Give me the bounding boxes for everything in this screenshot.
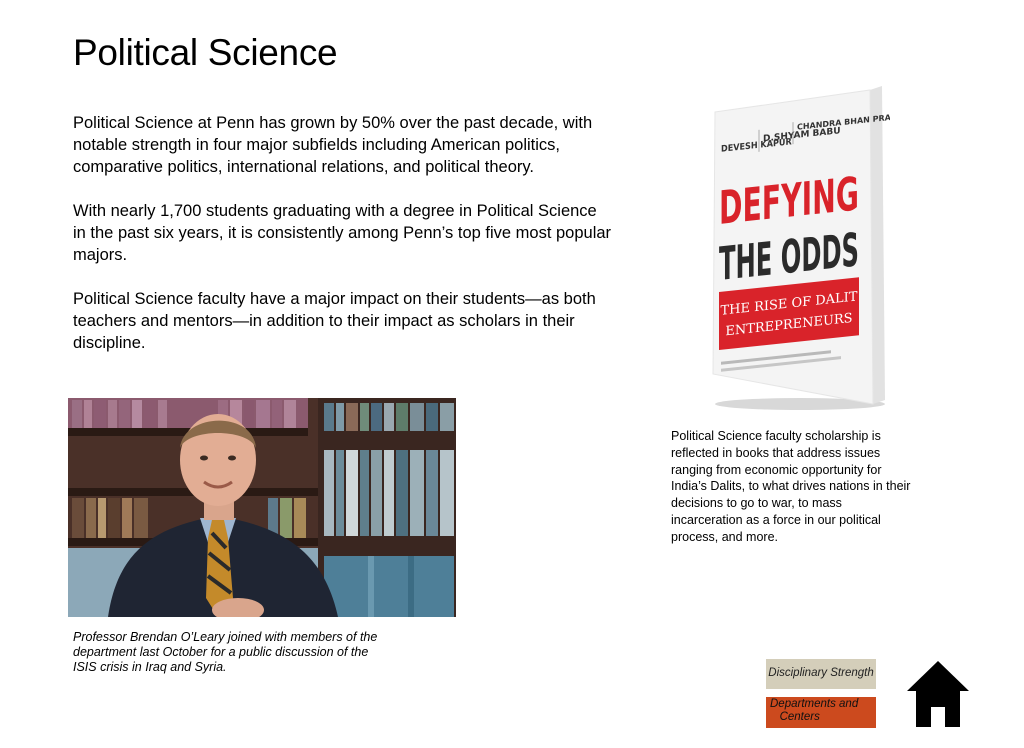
book-title-line2: THE	[719, 226, 821, 291]
home-button[interactable]	[905, 659, 971, 729]
professor-photo	[68, 398, 456, 617]
intro-paragraph: Political Science at Penn has grown by 50% over the past decade, with notable strength in four major subfields including American politics, comparative politics, international relations, and political theory.	[73, 114, 593, 176]
departments-centers-label: Departments and Centers	[770, 698, 859, 723]
intro-paragraph: Political Science faculty have a major impact on their students—as both teachers and mentors—in addition to their impact as scholars in their discipline.	[73, 290, 596, 352]
professor-photo-image	[68, 398, 456, 617]
book-title-line1: DEFYING	[719, 157, 890, 235]
book-subtitle-line1: THE RISE OF DALIT	[720, 289, 858, 319]
page-title: Political Science	[73, 32, 338, 73]
book-author: D.SHYAM BABU	[763, 126, 841, 145]
book-author: DEVESH KAPUR	[721, 137, 792, 155]
disciplinary-strength-label: Disciplinary Strength	[768, 667, 874, 679]
book-cover-image	[705, 82, 890, 412]
departments-centers-button[interactable]	[766, 697, 876, 728]
intro-text	[73, 112, 613, 376]
book-cover	[705, 82, 890, 412]
photo-caption: Professor Brendan O’Leary joined with members of the department last October for a public discussion of the ISIS crisis in Iraq and Syria.	[73, 630, 378, 674]
book-subtitle-line2: ENTREPRENEURS	[725, 310, 853, 340]
home-icon	[905, 659, 971, 729]
book-caption: Political Science faculty scholarship is reflected in books that address issues ranging from economic opportunity for India’s Dalits, to what drives nations in their decisions to go to war, to mass incarceration as a force in our political process, and more.	[671, 429, 911, 544]
disciplinary-strength-button[interactable]	[766, 659, 876, 689]
intro-paragraph: With nearly 1,700 students graduating with a degree in Political Science in the past six years, it is consistently among Penn’s top five most popular majors.	[73, 202, 612, 264]
book-author: CHANDRA BHAN PRASAD	[797, 111, 890, 132]
